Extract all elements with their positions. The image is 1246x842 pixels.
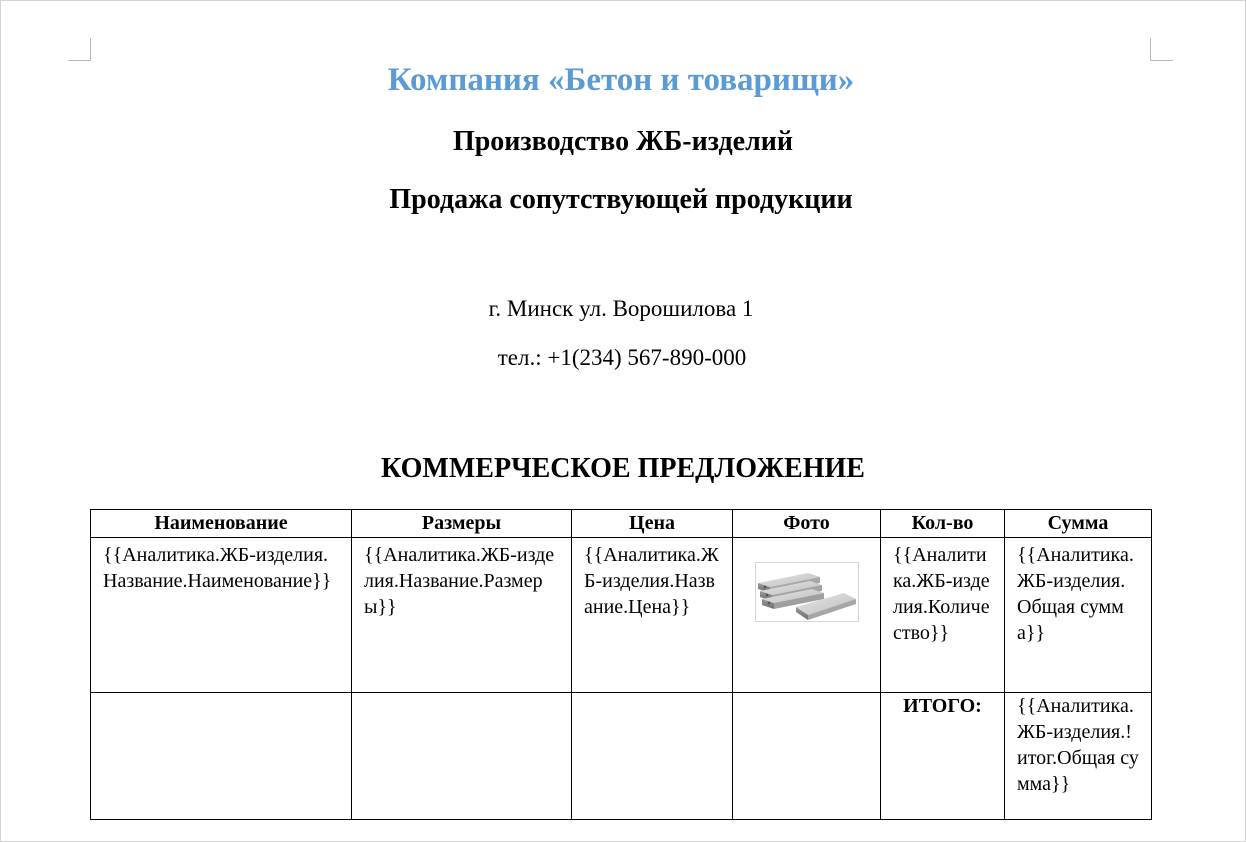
cell-sum[interactable]: {{Аналитика.ЖБ-изделия.Общая сумма}} bbox=[1005, 538, 1152, 693]
table-header-row bbox=[91, 510, 1152, 538]
cell-total-label[interactable] bbox=[881, 693, 1005, 820]
cell-dimensions[interactable]: {{Аналитика.ЖБ-изделия.Название.Размеры}} bbox=[352, 538, 572, 693]
offer-table bbox=[90, 509, 1152, 820]
cell-photo[interactable] bbox=[733, 538, 881, 693]
cell-empty-4[interactable] bbox=[733, 693, 881, 820]
margin-corner-top-right bbox=[1150, 38, 1173, 61]
column-header-photo: Фото bbox=[733, 510, 881, 538]
margin-corner-top-left bbox=[68, 38, 91, 61]
column-header-quantity: Кол-во bbox=[881, 510, 1005, 538]
column-header-dimensions: Размеры bbox=[352, 510, 572, 538]
cell-total-sum[interactable]: {{Аналитика.ЖБ-изделия.!итог.Общая сумма}} bbox=[1005, 693, 1152, 820]
cell-name[interactable]: {{Аналитика.ЖБ-изделия.Название.Наименование}} bbox=[91, 538, 352, 693]
column-header-name: Наименование bbox=[91, 510, 352, 538]
concrete-slab-image bbox=[756, 563, 858, 621]
address-line: г. Минск ул. Ворошилова 1 bbox=[488, 296, 754, 321]
table-row-total bbox=[91, 693, 1152, 820]
cell-price[interactable]: {{Аналитика.ЖБ-изделия.Название.Цена}} bbox=[572, 538, 733, 693]
column-header-price: Цена bbox=[572, 510, 733, 538]
sales-subtitle: Продажа сопутствующей продукции bbox=[389, 184, 853, 215]
cell-quantity[interactable]: {{Аналитика.ЖБ-изделия.Количество}} bbox=[881, 538, 1005, 693]
cell-empty-2[interactable] bbox=[352, 693, 572, 820]
concrete-slab-photo bbox=[755, 562, 859, 622]
phone-line: тел.: +1(234) 567-890-000 bbox=[497, 345, 747, 370]
production-subtitle: Производство ЖБ-изделий bbox=[452, 126, 794, 157]
column-header-sum: Сумма bbox=[1005, 510, 1152, 538]
table-row bbox=[91, 538, 1152, 693]
company-title: Компания «Бетон и товарищи» bbox=[387, 62, 855, 98]
cell-empty-1[interactable] bbox=[91, 693, 352, 820]
document-title: КОММЕРЧЕСКОЕ ПРЕДЛОЖЕНИЕ bbox=[381, 453, 865, 484]
cell-empty-3[interactable] bbox=[572, 693, 733, 820]
total-label: ИТОГО: bbox=[903, 695, 982, 717]
